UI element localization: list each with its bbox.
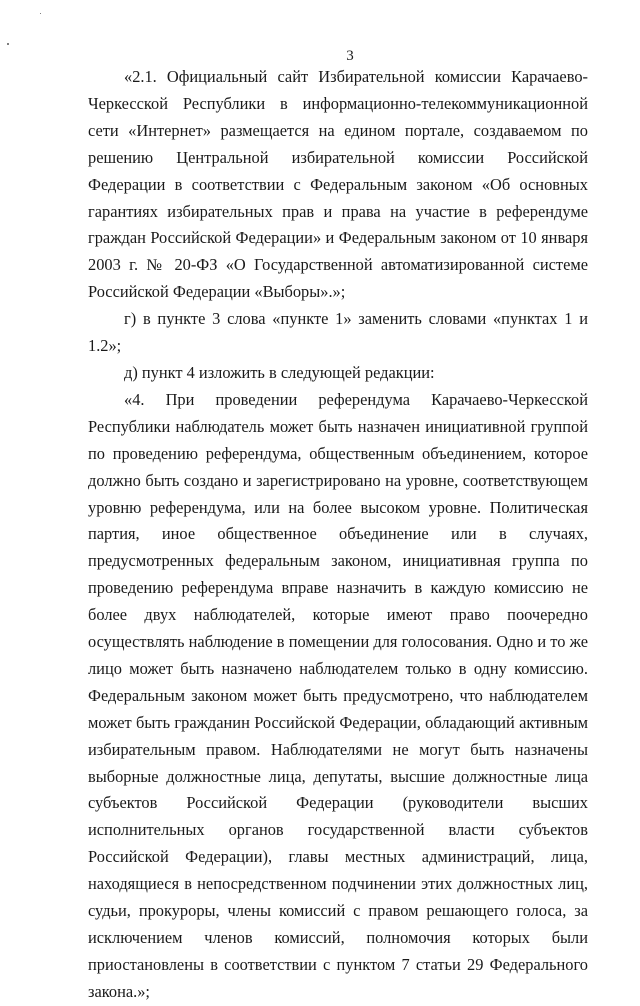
paragraph-4: «4. При проведении референдума Карачаево-Черкесской Республики наблюдатель может быть назначен инициативной группой по проведению референдума, общественным объединением, которое должно быть создано и зарегистрировано на уровне, соответствующем уровню референдума, или на более высоком уровне. Политическая партия, иное общественное объединение или в случаях, предусмотренных федеральным законом, инициативная группа по проведению референдума вправе назначить в каждую комиссию не более двух наблюдателей, которые имеют право поочередно осуществлять наблюдение в помещении для голосования. Одно и то же лицо может быть назначено наблюдателем только в одну комиссию. Федеральным законом может быть предусмотрено, что наблюдателем может быть гражданин Российской Федерации, обладающий активным избирательным правом. Наблюдателями не могут быть назначены выборные должностные лица, депутаты, высшие должностные лица субъектов Российской Федерации (руководители высших исполнительных органов государственной власти субъектов Российской Федерации), главы местных администраций, лица, находящиеся в непосредственном подчинении этих должностных лиц, судьи, прокуроры, члены комиссий с правом решающего голоса, за исключением членов комиссий, полномочия которых были приостановлены в соответствии с пунктом 7 статьи 29 Федерального закона.»; — [88, 389, 588, 1001]
paragraph-amendment-d: д) пункт 4 изложить в следующей редакции: — [124, 362, 435, 382]
scan-speck — [7, 43, 9, 45]
page-number: 3 — [346, 48, 354, 64]
paragraph-2-1: «2.1. Официальный сайт Избирательной комиссии Карачаево-Черкесской Республики в информационно-телекоммуникационной сети «Интернет» размещается на едином портале, создаваемом по решению Центральной избирательной комиссии Российской Федерации в соответствии с Федеральным законом «Об основных гарантиях избирательных прав и права на участие в референдуме граждан Российской Федерации» и Федеральным законом от 10 января 2003 г. № 20-ФЗ «О Государственной автоматизированной системе Российской Федерации «Выборы».»; — [88, 67, 588, 302]
document-body — [88, 64, 588, 1006]
scan-speck — [40, 13, 41, 14]
paragraph-amendment-g: г) в пункте 3 слова «пункте 1» заменить словами «пунктах 1 и 1.2»; — [88, 309, 588, 356]
